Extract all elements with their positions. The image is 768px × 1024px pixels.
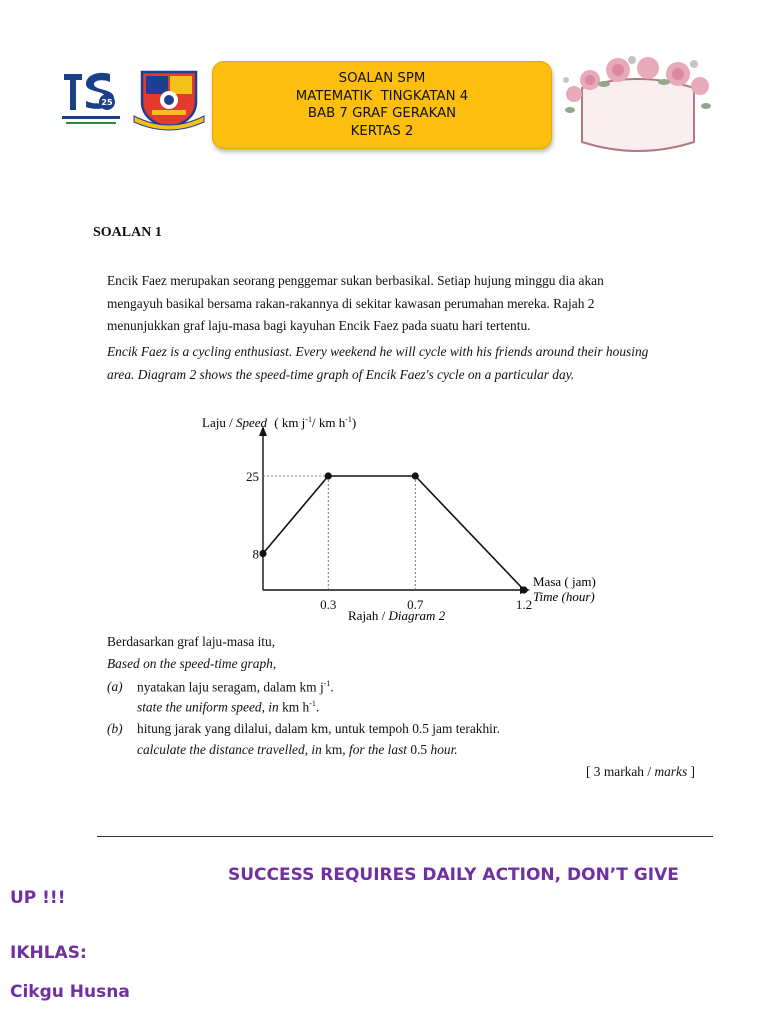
crest-logo — [132, 66, 206, 134]
x-tick-label: 1.2 — [515, 597, 533, 612]
x-tick-label: 0.3 — [320, 597, 337, 612]
malay-line: mengayuh basikal bersama rakan-rakannya di sekitar kawasan perumahan mereka. Rajah 2 — [107, 295, 595, 311]
floral-frame — [560, 50, 716, 158]
part-a-malay: nyatakan laju seragam, dalam km $j^{-1}$. — [137, 679, 334, 695]
sign-label: IKHLAS: — [10, 943, 87, 963]
x-axis-label-malay: Masa ( jam) — [533, 574, 596, 589]
y-tick-label: 8 — [252, 546, 259, 562]
title-line-2: MATEMATIK TINGKATAN 4 — [295, 88, 469, 104]
data-point — [412, 472, 419, 479]
part-b-malay: hitung jarak yang dilalui, dalam km, untuk tempoh 0.5 jam terakhir. — [137, 721, 500, 736]
data-point — [325, 472, 332, 479]
data-point — [520, 586, 527, 593]
part-a-label: (a) — [107, 679, 123, 694]
question-malay — [107, 270, 707, 338]
x-tick-label: 0.7 — [407, 597, 424, 612]
title-line-4: KERTAS 2 — [350, 123, 414, 139]
malay-line: Encik Faez merupakan seorang penggemar sukan berbasikal. Setiap hujung minggu dia akan — [107, 273, 604, 288]
motto-line-1: SUCCESS REQUIRES DAILY ACTION, DON’T GIVE — [228, 865, 679, 885]
malay-line: menunjukkan graf laju-masa bagi kayuhan Encik Faez pada suatu hari tertentu. — [107, 318, 531, 333]
english-line: Encik Faez is a cycling enthusiast. Every weekend he will cycle with his friends around their housing — [107, 344, 649, 359]
chart-caption: Rajah / Diagram 2 — [348, 608, 446, 623]
title-box — [212, 61, 552, 149]
y-axis-label: Laju / Speed ( km $j^{-1}/$ km $h^{-1}$) — [202, 415, 357, 430]
part-b-label: (b) — [107, 721, 123, 736]
sign-name: Cikgu Husna — [10, 982, 130, 1002]
based-english: Based on the speed-time graph, — [107, 656, 277, 671]
based-malay: Berdasarkan graf laju-masa itu, — [107, 634, 276, 649]
question-english — [107, 341, 707, 386]
part-a-english: state the uniform speed, in km $h^{-1}$. — [137, 699, 320, 715]
marks-note: [ 3 markah / marks ] — [586, 764, 695, 779]
divider — [97, 836, 713, 837]
question-heading: SOALAN 1 — [93, 225, 162, 240]
english-line: area. Diagram 2 shows the speed-time graph of Encik Faez's cycle on a particular day. — [107, 366, 575, 382]
part-b-english: calculate the distance travelled, in km, for the last 0.5 hour. — [137, 742, 458, 757]
svg-text:25: 25 — [101, 98, 113, 107]
speed-line — [263, 476, 524, 590]
speed-time-chart — [190, 408, 620, 628]
title-line-1: SOALAN SPM — [338, 71, 426, 86]
title-line-3: BAB 7 GRAF GERAKAN — [307, 106, 457, 121]
motto-line-2: UP !!! — [10, 888, 66, 908]
x-axis-label-english: Time (hour) — [533, 589, 595, 604]
data-point — [259, 550, 266, 557]
school-logo — [58, 66, 124, 128]
y-tick-label: 25 — [246, 469, 259, 484]
